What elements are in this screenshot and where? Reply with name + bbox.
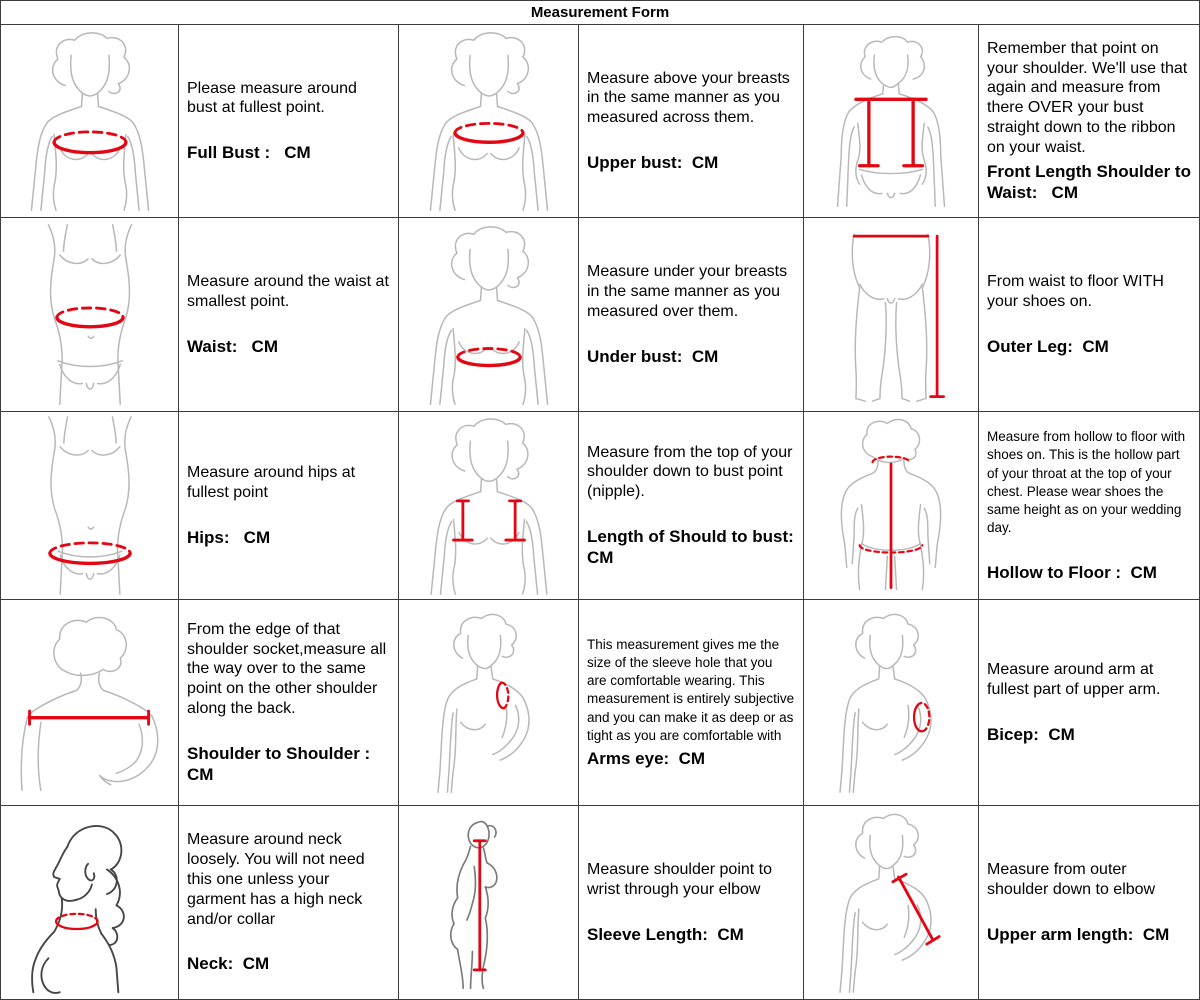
hips-label: Hips: CM [187,527,271,547]
outer-leg-cell [979,218,1199,411]
upper-arm-desc: Measure from outer shoulder down to elbow [987,861,1156,898]
full-bust-desc: Please measure around bust at fullest point. [187,79,362,117]
front-length-cell [979,25,1199,217]
under-bust-figure [399,218,578,411]
arms-eye-label: Arms eye: CM [587,749,706,769]
neck-figure [1,806,178,999]
hips-cell [179,412,398,599]
hips-desc: Measure around hips at fullest point [187,464,360,501]
sleeve-length-cell [579,806,803,999]
waist-label: Waist: CM [187,336,278,356]
waist-figure [1,218,178,411]
bicep-cell [979,600,1199,805]
under-bust-cell [579,218,803,411]
arms-eye-figure [399,600,578,805]
upper-bust-cell [579,25,803,217]
neck-desc: Measure around neck loosely. You will not need this one unless your garment has a high neck and/or collar [187,831,370,928]
hollow-to-floor-desc: Measure from hollow to floor with shoes on. This is the hollow part of your throat at the top of your chest. Please wear shoes the same height as on your wedding day. [987,429,1189,536]
hips-figure [1,412,178,599]
sleeve-length-label: Sleeve Length: CM [587,924,744,944]
waist-cell [179,218,398,411]
shoulder-to-shoulder-figure [1,600,178,805]
neck-label: Neck: CM [187,954,270,974]
under-bust-desc: Measure under your breasts in the same manner as you measured over them. [587,263,792,320]
waist-desc: Measure around the waist at smallest point. [187,273,394,310]
arms-eye-desc: This measurement gives me the size of the sleeve hole that you are comfortable wearing. This measurement is entirely subjective and you can make it as deep or as tight as you are comfortable with [587,636,798,743]
shoulder-to-shoulder-label: Shoulder to Shoulder : CM [187,743,375,785]
upper-arm-label: Upper arm length: CM [987,924,1170,944]
hollow-to-floor-cell [979,412,1199,599]
bicep-figure [804,600,978,805]
page-title: Measurement Form [1,1,1199,24]
full-bust-label: Full Bust : CM [187,143,311,163]
front-length-figure [804,25,978,217]
front-length-label: Front Length Shoulder to Waist: CM [987,161,1196,202]
bicep-label: Bicep: CM [987,724,1075,744]
bicep-desc: Measure around arm at fullest part of upper arm. [987,661,1161,698]
shoulder-to-bust-figure [399,412,578,599]
shoulder-to-bust-cell [579,412,803,599]
shoulder-to-shoulder-cell [179,600,398,805]
upper-bust-figure [399,25,578,217]
upper-bust-label: Upper bust: CM [587,153,719,173]
shoulder-to-bust-desc: Measure from the top of your shoulder down to bust point (nipple). [587,443,797,501]
hollow-to-floor-figure [804,412,978,599]
full-bust-figure [1,25,178,217]
outer-leg-figure [804,218,978,411]
arms-eye-cell [579,600,803,805]
outer-leg-desc: From waist to floor WITH your shoes on. [987,273,1169,310]
outer-leg-label: Outer Leg: CM [987,336,1109,356]
front-length-desc: Remember that point on your shoulder. We'll use that again and measure from there OVER your bust straight down to the ribbon on your waist. [987,39,1192,156]
upper-arm-figure [804,806,978,999]
upper-arm-cell [979,806,1199,999]
sleeve-length-figure [399,806,578,999]
full-bust-cell [179,25,398,217]
shoulder-to-bust-label: Length of Should to bust: CM [587,526,803,568]
upper-bust-desc: Measure above your breasts in the same manner as you measured across them. [587,69,795,127]
neck-cell [179,806,398,999]
sleeve-length-desc: Measure shoulder point to wrist through your elbow [587,861,777,898]
under-bust-label: Under bust: CM [587,346,719,366]
shoulder-to-shoulder-desc: From the edge of that shoulder socket,measure all the way over to the same point on the other shoulder along the back. [187,620,391,717]
hollow-to-floor-label: Hollow to Floor : CM [987,562,1157,582]
